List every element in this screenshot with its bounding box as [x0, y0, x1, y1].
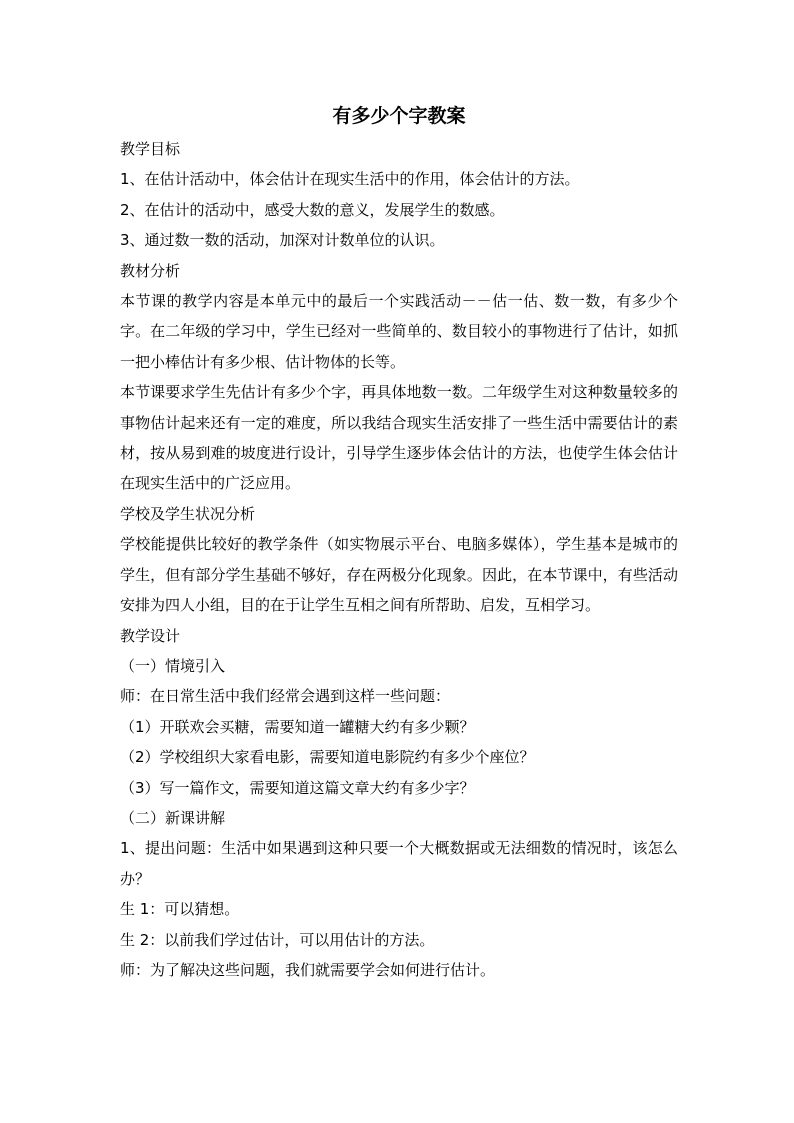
question-item-3: （3）写一篇作文，需要知道这篇文章大约有多少字？: [120, 778, 475, 797]
document-title: 有多少个字教案: [332, 105, 466, 127]
school-paragraph: 学校能提供比较好的教学条件（如实物展示平台、电脑多媒体），学生基本是城市的学生，但有部分学生基础不够好，存在两极分化现象。因此，在本节课中，有些活动安排为四人小组，目的在于让学生互相之间有所帮助、启发，互相学习。: [120, 535, 678, 615]
material-paragraph-1: 本节课的教学内容是本单元中的最后一个实践活动－－估一估、数一数，有多少个字。在二年级的学习中，学生已经对一些简单的、数目较小的事物进行了估计，如抓一把小棒估计有多少根、估计物体的长等。: [120, 292, 678, 371]
section-intro: （一）情境引入: [120, 656, 226, 675]
heading-teaching-goals: 教学目标: [120, 140, 181, 158]
heading-material-analysis: 教材分析: [120, 261, 181, 280]
student-line-2: 生 2：以前我们学过估计，可以用估计的方法。: [120, 930, 435, 949]
question-item-2: （2）学校组织大家看电影，需要知道电影院约有多少个座位？: [120, 748, 535, 767]
goal-item-2: 2、在估计的活动中，感受大数的意义，发展学生的数感。: [120, 200, 505, 219]
student-line-1: 生 1：可以猜想。: [120, 900, 240, 919]
section-new-lesson: （二）新课讲解: [120, 808, 226, 827]
teacher-line-2: 师：为了解决这些问题，我们就需要学会如何进行估计。: [120, 960, 496, 979]
material-paragraph-2: 本节课要求学生先估计有多少个字，再具体地数一数。二年级学生对这种数量较多的事物估计起来还有一定的难度，所以我结合现实生活安排了一些生活中需要估计的素材，按从易到难的坡度进行设计，引导学生逐步体会估计的方法，也使学生体会估计在现实生活中的广泛应用。: [120, 383, 678, 493]
goal-item-1: 1、在估计活动中，体会估计在现实生活中的作用，体会估计的方法。: [120, 170, 580, 189]
question-item-1: （1）开联欢会买糖，需要知道一罐糖大约有多少颗？: [120, 717, 475, 736]
heading-teaching-design: 教学设计: [120, 626, 181, 645]
step-1-paragraph: 1、提出问题：生活中如果遇到这种只要一个大概数据或无法细数的情况时，该怎么办？: [120, 839, 678, 888]
teacher-line-1: 师：在日常生活中我们经常会遇到这样一些问题：: [120, 687, 451, 706]
heading-school-analysis: 学校及学生状况分析: [120, 504, 256, 523]
goal-item-3: 3、通过数一数的活动，加深对计数单位的认识。: [120, 231, 445, 250]
